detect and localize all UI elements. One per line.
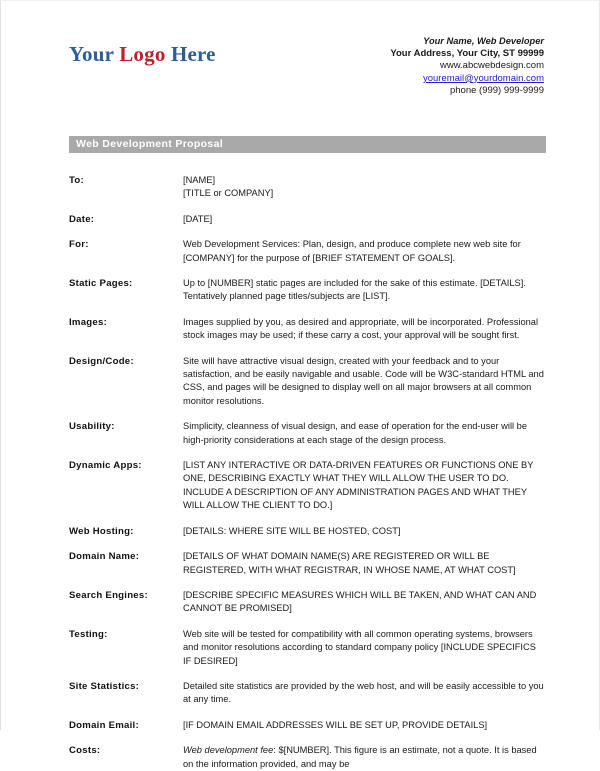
proposal-row-label: Static Pages: [69,278,133,289]
proposal-row [69,174,544,201]
proposal-row [69,719,544,732]
proposal-row-text: Up to [NUMBER] static pages are included for the sake of this estimate. [DETAILS]. Tentatively planned page titles/subjects are [LIST]. [183,278,526,302]
proposal-row [69,589,544,616]
proposal-row-label: Site Statistics: [69,680,140,692]
proposal-row-body [183,628,544,668]
proposal-row-text: Images supplied by you, as desired and appropriate, will be incorporated. Professional stock images may be used; if these carry a cost, your approval will be sought first. [183,316,539,341]
proposal-row-label: Domain Email: [69,719,139,731]
proposal-row-text: [DETAILS OF WHAT DOMAIN NAME(S) ARE REGISTERED OR WILL BE REGISTERED, WITH WHAT REGISTRAR, IN WHOSE NAME, AT WHAT COST] [183,551,516,575]
contact-email-link[interactable]: youremail@yourdomain.com [422,72,544,84]
proposal-row-text: [DATE] [183,213,213,224]
proposal-row [69,525,544,538]
proposal-row-body [183,719,544,732]
proposal-row [69,316,544,343]
proposal-row-text: [LIST ANY INTERACTIVE OR DATA-DRIVEN FEATURES OR FUNCTIONS ONE BY ONE, DESCRIBING EXACTLY WHAT THEY WILL ALLOW THE USER TO DO. INCLUDE A DESCRIPTION OF ANY ADMINISTRATION PAGES AND WHAT THEY WILL ALLOW THE CLIENT TO DO.] [183,460,534,511]
proposal-row-body [183,525,544,538]
proposal-row-text: [IF DOMAIN EMAIL ADDRESSES WILL BE SET UP, PROVIDE DETAILS] [183,719,488,730]
proposal-row-text: [NAME] [183,174,216,185]
proposal-row-body [183,316,544,343]
proposal-row-body [183,213,544,226]
proposal-row-label: Design/Code: [69,355,134,367]
proposal-row [69,744,544,771]
proposal-row-text: [TITLE or COMPANY] [183,188,274,199]
proposal-row [69,213,544,226]
proposal-row-body [183,420,544,447]
proposal-row-body [183,550,544,577]
proposal-row-label: Images: [69,316,108,328]
proposal-row-label: Web Hosting: [69,525,134,537]
proposal-row-body [183,459,544,513]
logo-word-logo: Logo [119,42,166,66]
proposal-row-text: Detailed site statistics are provided by the web host, and will be easily accessible to you at any time. [183,680,544,705]
contact-block [390,35,544,98]
proposal-row-text: Web site will be tested for compatibility with all common operating systems, browsers and monitor resolutions according to standard company policy [INCLUDE SPECIFICS IF DESIRED] [183,628,536,666]
proposal-row-text: Web development fee: $[NUMBER]. This figure is an estimate, not a quote. It is based on the information provided, and may be [183,745,537,769]
proposal-row-label: Usability: [69,421,115,433]
document-title-band: Web Development Proposal [69,136,546,153]
proposal-row [69,459,544,513]
proposal-rows [69,174,544,771]
proposal-row-text: [DETAILS: WHERE SITE WILL BE HOSTED, COST] [183,525,401,536]
proposal-row-text: Web Development Services: Plan, design, and produce complete new web site for [COMPANY] for the purpose of [BRIEF STATEMENT OF GOALS]. [183,239,521,263]
proposal-row-label: Testing: [69,628,108,640]
proposal-row-label: Search Engines: [69,589,148,601]
proposal-row [69,277,544,304]
proposal-row [69,628,544,668]
proposal-row-text: [DESCRIBE SPECIFIC MEASURES WHICH WILL BE TAKEN, AND WHAT CAN AND CANNOT BE PROMISED] [183,589,537,614]
proposal-row-label: For: [69,239,89,251]
fee-label: Web development fee [183,745,274,756]
contact-role: Your Name, Web Developer [423,36,544,46]
proposal-row-text: Simplicity, cleanness of visual design, and ease of operation for the end-user will be high-priority considerations at each stage of the design process. [183,421,528,445]
contact-address: Your Address, Your City, ST 99999 [390,47,544,59]
proposal-row [69,355,544,409]
proposal-row-body [183,277,544,304]
page-content [1,1,599,769]
proposal-row-body [183,238,544,265]
logo-word-your: Your [69,42,120,66]
proposal-row [69,238,544,265]
contact-website: www.abcwebdesign.com [439,60,544,72]
proposal-row [69,550,544,577]
proposal-row [69,420,544,447]
proposal-row-body [183,589,544,616]
proposal-row-body [183,174,544,201]
proposal-row-body [183,744,544,771]
proposal-row-label: Dynamic Apps: [69,460,142,472]
proposal-row-text: Site will have attractive visual design, created with your feedback and to your satisfaction, and be easily navigable and usable. Code will be W3C-standard HTML and CSS, and pages will be designed to display well on all major browsers at all common monitor resolutions. [183,355,544,406]
contact-phone: phone (999) 999-9999 [449,85,544,97]
proposal-row-label: To: [69,174,84,186]
proposal-row-label: Costs: [69,745,101,757]
proposal-row-body [183,355,544,409]
proposal-row-label: Domain Name: [69,551,140,563]
proposal-row-body [183,680,544,707]
letterhead [69,1,544,98]
proposal-row-label: Date: [69,213,95,225]
proposal-row [69,680,544,707]
company-logo [69,35,216,65]
logo-word-here: Here [165,42,216,66]
